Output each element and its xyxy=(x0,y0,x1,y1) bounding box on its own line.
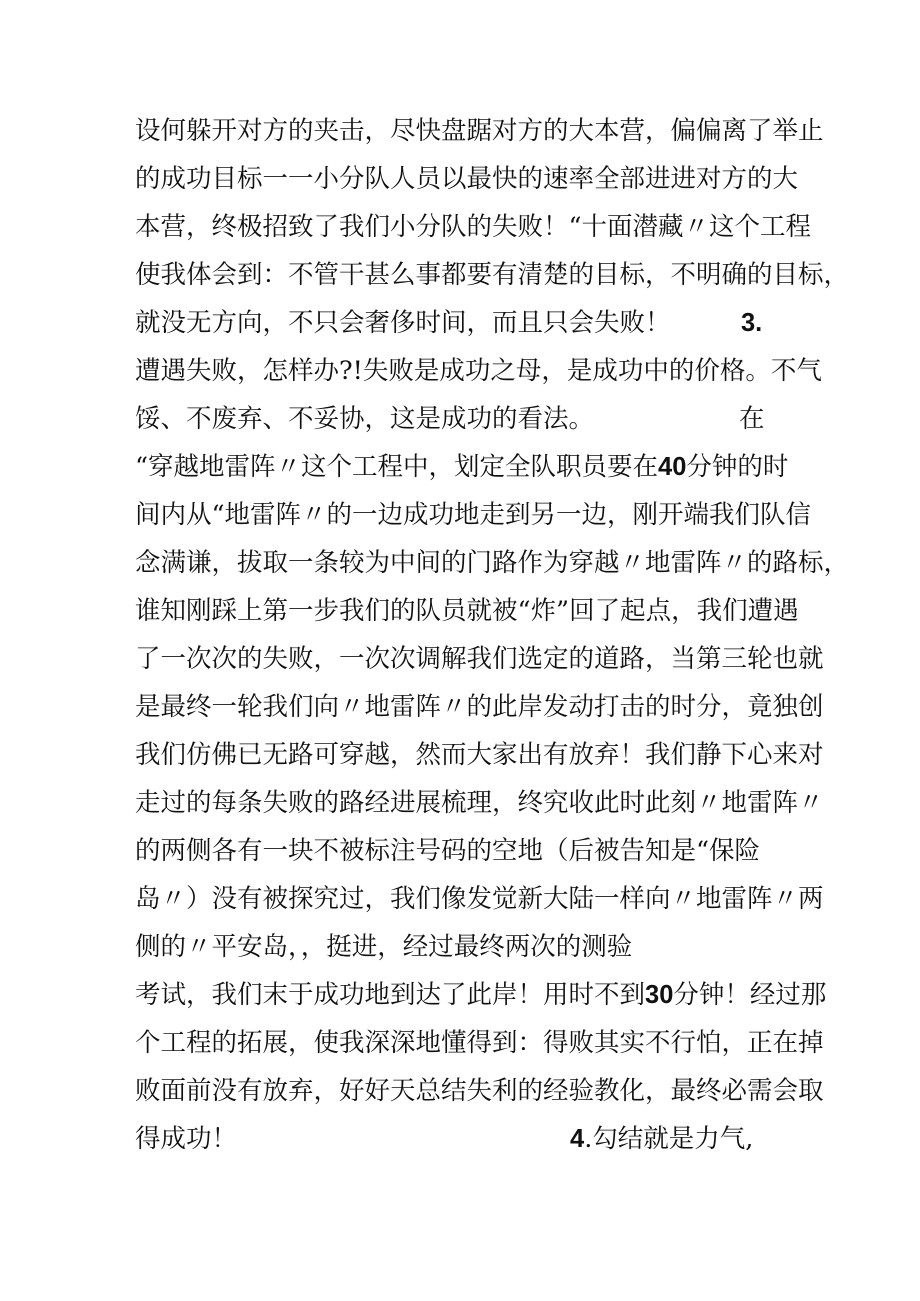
text-line-6: 遭遇失败，怎样办?!失败是成功之母，是成功中的价格。不气 xyxy=(135,356,822,386)
section-heading-4 xyxy=(570,1123,753,1155)
text-line-14: 我们仿佛已无路可穿越，然而大家出有放弃！我们静下心来对 xyxy=(135,740,824,770)
text-line-1: 设何躲开对方的夹击，尽快盘踞对方的大本营，偏偏离了举止 xyxy=(135,116,824,146)
number-30: 30 xyxy=(645,981,674,1009)
text-line-5: 就没无方向，不只会奢侈时间，而且只会失败！ xyxy=(135,308,671,338)
number-40: 40 xyxy=(658,453,687,481)
text-line-18: 侧的〃平安岛，，挺进，经过最终两次的测验 xyxy=(135,932,633,962)
text-line-7: 馁、不废弃、不妥协，这是成功的看法。 xyxy=(135,404,595,434)
section-number-3: 3. xyxy=(741,309,763,337)
text-line-8-end: 分钟的时 xyxy=(686,452,789,482)
text-line-19-start: 考试，我们末于成功地到达了此岸！用时不到 xyxy=(135,980,646,1010)
text-line-19 xyxy=(135,979,826,1011)
text-line-11: 谁知刚踩上第一步我们的队员就被“炸”回了起点，我们遭遇 xyxy=(135,596,799,626)
text-line-2: 的成功目标一一小分队人员以最快的速率全部进进对方的大 xyxy=(135,164,799,194)
text-line-10: 念满谦，拔取一条较为中间的门路作为穿越〃地雷阵〃的路标， xyxy=(135,548,850,578)
text-line-13: 是最终一轮我们向〃地雷阵〃的此岸发动打击的时分，竟独创 xyxy=(135,692,824,722)
text-line-12: 了一次次的失败，一次次调解我们选定的道路，当第三轮也就 xyxy=(135,644,824,674)
text-line-15: 走过的每条失败的路经进展梳理，终究收此时此刻〃地雷阵〃 xyxy=(135,788,824,818)
text-line-4: 使我体会到：不管干甚么事都要有清楚的目标，不明确的目标， xyxy=(135,260,850,290)
text-line-9: 间内从“地雷阵〃的一边成功地走到另一边，刚开端我们队信 xyxy=(135,500,812,530)
text-line-17: 岛〃）没有被探究过，我们像发觉新大陆一样向〃地雷阵〃两 xyxy=(135,884,824,914)
text-line-8-start: “穿越地雷阵〃这个工程中，划定全队职员要在 xyxy=(135,452,659,482)
text-line-3: 本营，终极招致了我们小分队的失败！“十面潜藏〃这个工程 xyxy=(135,212,812,242)
text-line-21: 败面前没有放弃，好好天总结失利的经验教化，最终必需会取 xyxy=(135,1076,824,1106)
text-line-22: 得成功！ xyxy=(135,1124,238,1154)
text-line-16: 的两侧各有一块不被标注号码的空地（后被告知是“保险 xyxy=(135,836,761,866)
text-fragment-zai: 在 xyxy=(739,404,765,434)
section-heading-4-text: .勾结就是力气, xyxy=(584,1124,754,1154)
text-line-19-end: 分钟！经过那 xyxy=(673,980,827,1010)
text-line-20: 个工程的拓展，使我深深地懂得到：得败其实不行怕，正在掉 xyxy=(135,1028,824,1058)
text-line-8 xyxy=(135,451,788,483)
section-number-4: 4 xyxy=(570,1125,585,1153)
